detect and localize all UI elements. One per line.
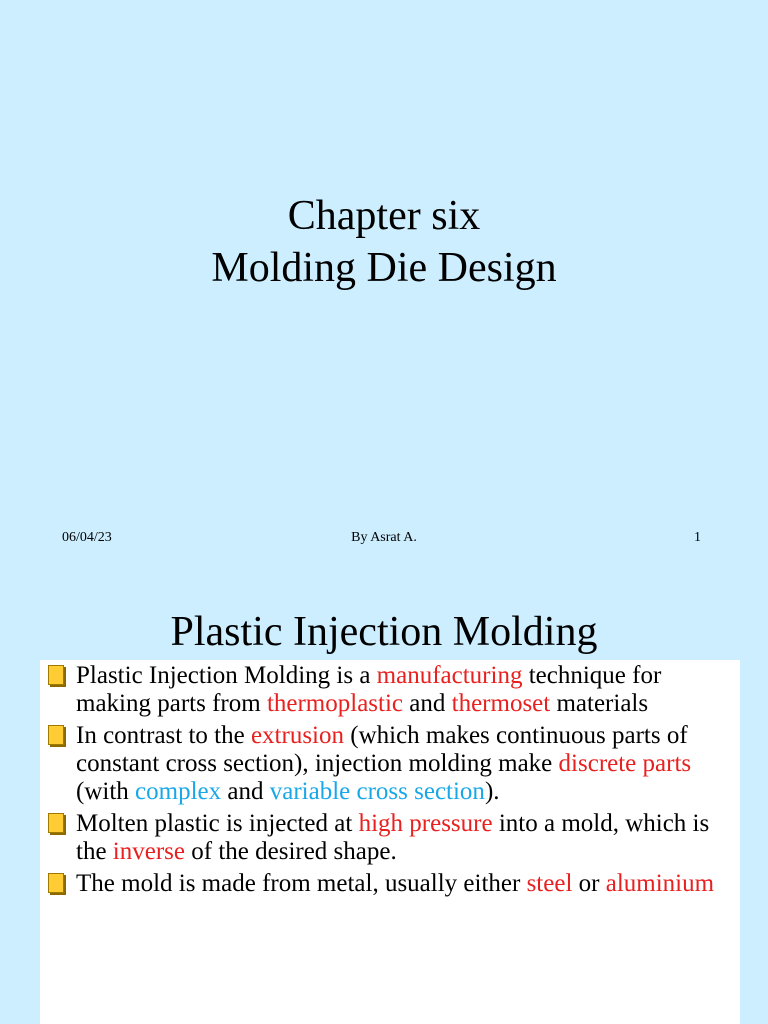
bullet-text: Molten plastic is injected at — [76, 810, 359, 837]
highlight-red: steel — [526, 870, 573, 897]
highlight-red: extrusion — [250, 722, 344, 749]
bullet-text: technique for making parts from — [76, 662, 662, 717]
bullet-text: ). — [484, 778, 500, 805]
bullet-text: materials — [550, 690, 649, 717]
bullet-text: and — [221, 778, 270, 805]
highlight-red: discrete parts — [558, 750, 692, 777]
title-line-1: Chapter six — [287, 193, 481, 239]
footer-date: 06/04/23 — [62, 530, 112, 545]
square-bullet-icon — [48, 725, 64, 745]
highlight-red: inverse — [112, 838, 185, 865]
bullet-text: (with — [76, 778, 136, 805]
bullet-text: of the desired shape. — [185, 838, 397, 865]
highlight-red: aluminium — [605, 870, 715, 897]
slide-title: Plastic Injection Molding — [170, 609, 598, 655]
bullet-item — [40, 810, 740, 866]
square-bullet-icon — [48, 873, 64, 893]
slide-2 — [0, 576, 768, 1024]
bullet-text: Plastic Injection Molding is a — [76, 662, 377, 689]
bullet-text: or — [572, 870, 606, 897]
title-line-2: Molding Die Design — [211, 245, 557, 291]
bullet-text: In contrast to the — [76, 722, 251, 749]
bullet-item — [40, 722, 740, 806]
highlight-blue: variable cross section — [269, 778, 485, 805]
footer-page-number: 1 — [694, 530, 701, 545]
bullet-item — [40, 662, 740, 718]
bullet-text: The mold is made from metal, usually either — [76, 870, 527, 897]
highlight-red: manufacturing — [376, 662, 523, 689]
square-bullet-icon — [48, 665, 64, 685]
content-box — [40, 660, 740, 1024]
bullet-item — [40, 870, 740, 898]
slide-title — [0, 190, 768, 294]
bullet-text: (which makes continuous parts of constant cross section), injection molding make — [76, 722, 688, 777]
bullet-text: and — [403, 690, 452, 717]
highlight-blue: complex — [135, 778, 222, 805]
footer-author: By Asrat A. — [351, 530, 417, 545]
highlight-red: thermoplastic — [266, 690, 404, 717]
square-bullet-icon — [48, 813, 64, 833]
highlight-red: thermoset — [451, 690, 551, 717]
highlight-red: high pressure — [358, 810, 493, 837]
bullet-text: into a mold, which is the — [76, 810, 710, 865]
